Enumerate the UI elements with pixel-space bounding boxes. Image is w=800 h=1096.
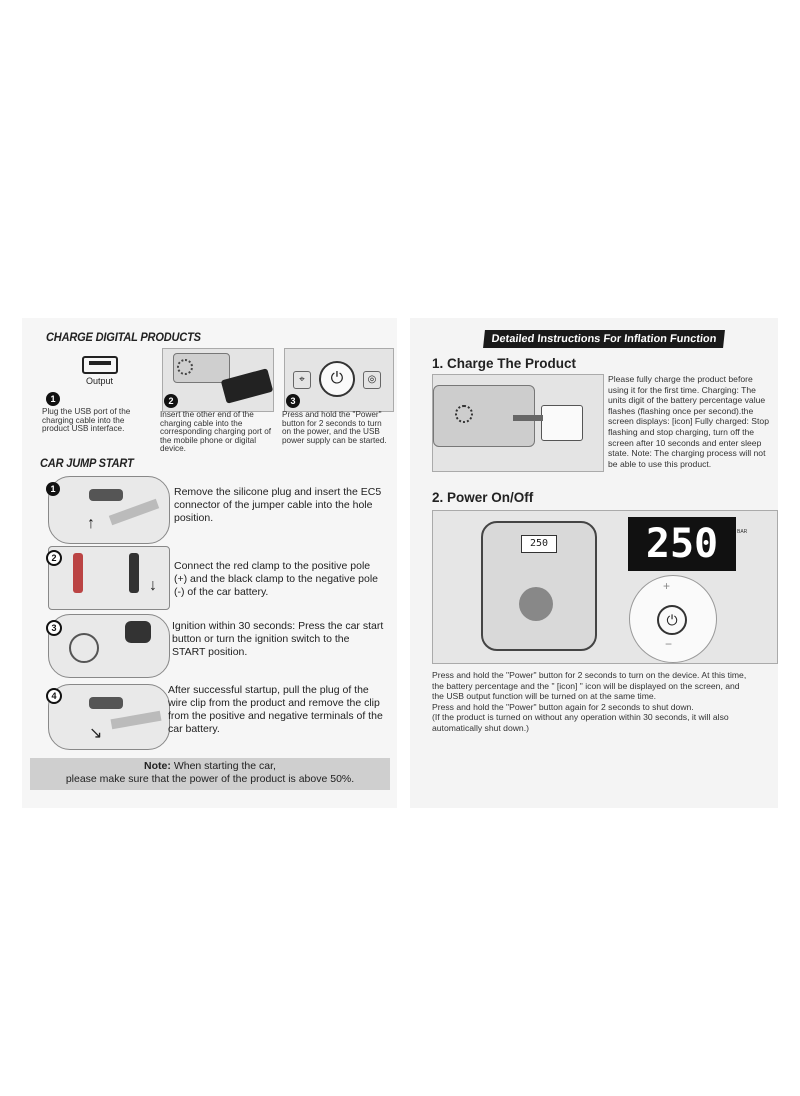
text-line: the battery percentage and the " [icon] " icon will be displayed on the screen, and xyxy=(432,680,740,691)
step-number: 2 xyxy=(46,550,62,566)
section2-title: 2. Power On/Off xyxy=(432,490,534,505)
power-icon: ⏻ xyxy=(319,361,355,397)
plus-icon: + xyxy=(663,579,671,593)
jump-step-text: After successful startup, pull the plug of the wire clip from the product and remove the clip from the positive and negative terminals of the car battery. xyxy=(168,684,383,735)
text-line: the USB output function will be turned on at the same time. xyxy=(432,691,657,702)
note-bar xyxy=(30,758,390,790)
small-screen: 250 xyxy=(521,535,557,553)
usb-port-icon xyxy=(82,356,118,374)
jump-heading: CAR JUMP START xyxy=(40,456,134,470)
phone-charging-illustration xyxy=(162,348,274,412)
bar-unit: BAR xyxy=(737,529,748,535)
section1-title: 1. Charge The Product xyxy=(432,356,577,371)
step-number: 2 xyxy=(164,394,178,408)
note-text-2: please make sure that the power of the product is above 50%. xyxy=(65,773,355,785)
usb-output-illustration xyxy=(44,348,159,408)
section1-text: Please fully charge the product before using it for the first time. Charging: The units digit of the battery percentage value flashes (flashing once per second).the screen displays: [icon] Fully charged: Stop flashing and stop charging, turn off the screen after 10 seconds and enter sleep state. Note: The charging process will not be able to use this product. xyxy=(608,374,769,469)
jump-step-image: ↘ xyxy=(48,684,170,750)
section2-text xyxy=(432,670,776,734)
power-button-illustration: ⌖ ⏻ ◎ xyxy=(284,348,394,412)
note-label: Note: xyxy=(144,760,171,772)
minus-icon: − xyxy=(665,637,673,651)
jump-step-text: Ignition within 30 seconds: Press the car start button or turn the ignition switch to the START position. xyxy=(172,620,384,658)
jump-step-text: Connect the red clamp to the positive pole (+) and the black clamp to the negative pole (-) of the car battery. xyxy=(174,560,379,598)
step-number: 1 xyxy=(46,392,60,406)
text-line: (If the product is turned on without any operation within 30 seconds, it will also xyxy=(432,712,729,723)
output-label: Output xyxy=(86,376,114,386)
large-screen-value: 250 xyxy=(645,521,719,567)
step-number: 3 xyxy=(286,394,300,408)
note-text: When starting the car, xyxy=(173,760,276,772)
right-manual-page xyxy=(410,318,778,808)
power-icon: ⏻ xyxy=(657,605,687,635)
step-number: 1 xyxy=(46,482,60,496)
charging-illustration xyxy=(432,374,604,472)
jump-step-text: Remove the silicone plug and insert the EC5 connector of the jumper cable into the hole position. xyxy=(174,486,382,524)
charge-heading: CHARGE DIGITAL PRODUCTS xyxy=(46,330,201,344)
charge-step-text: Plug the USB port of the charging cable into the product USB interface. xyxy=(42,407,131,433)
step-number: 3 xyxy=(46,620,62,636)
jump-step-image: ↑ xyxy=(48,476,170,544)
charge-step-text: Press and hold the "Power" button for 2 seconds to turn on the power, and the USB power supply can be started. xyxy=(282,410,387,445)
left-manual-page xyxy=(22,318,397,808)
large-screen xyxy=(628,517,736,571)
step-number: 4 xyxy=(46,688,62,704)
text-line: Press and hold the "Power" button again for 2 seconds to shut down. xyxy=(432,701,694,712)
device-display-illustration xyxy=(432,510,778,664)
jump-step-image: ↓ xyxy=(48,546,170,610)
jump-step-image xyxy=(48,614,170,678)
instructions-banner: Detailed Instructions For Inflation Function xyxy=(483,330,725,348)
charge-step-text: Insert the other end of the charging cable into the corresponding charging port of the mobile phone or digital device. xyxy=(160,410,272,453)
text-line: automatically shut down.) xyxy=(432,722,529,733)
text-line: Press and hold the "Power" button for 2 seconds to turn on the device. At this time, xyxy=(432,670,747,680)
